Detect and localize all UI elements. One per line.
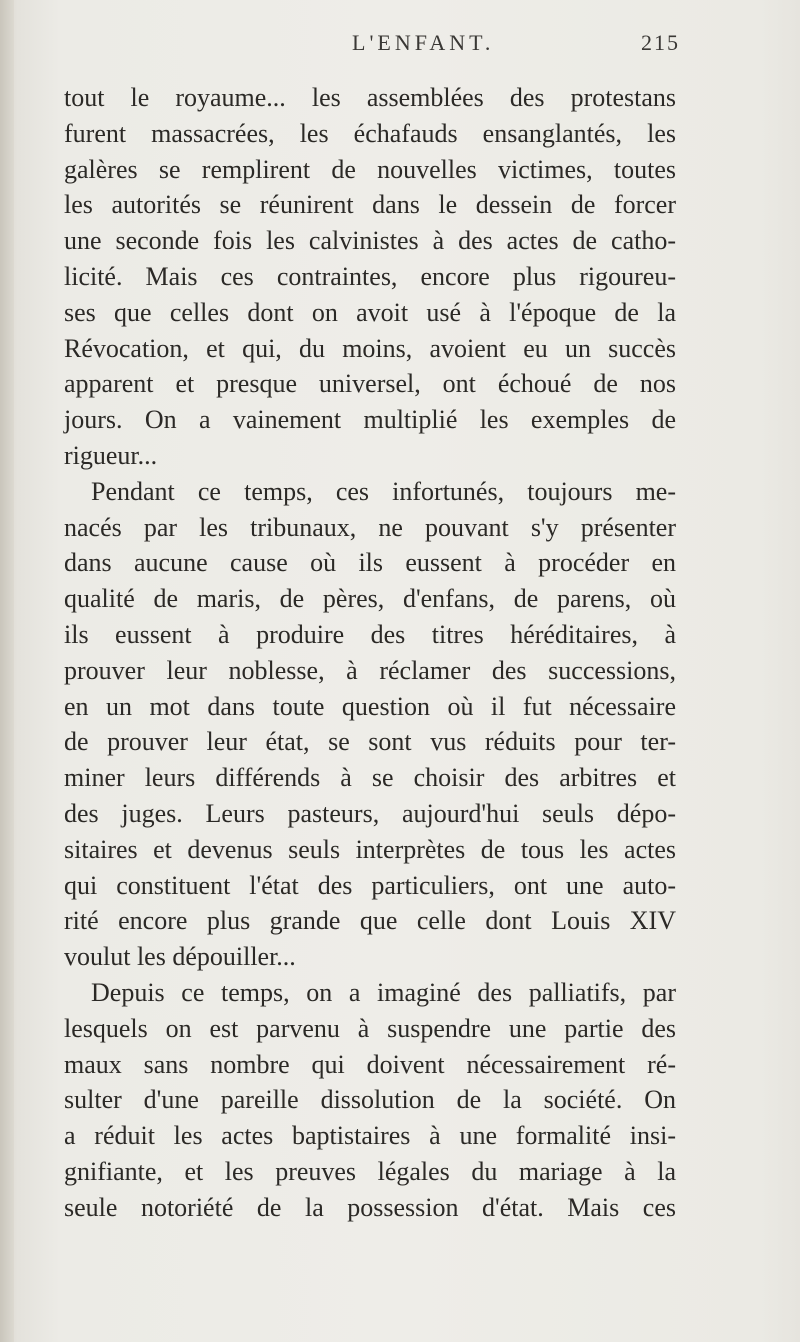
text-line: galères se remplirent de nouvelles victimes, toutes [64, 154, 676, 184]
text-line: qualité de maris, de pères, d'enfans, de parens, où [64, 584, 676, 614]
text-line: les autorités se réunirent dans le dessein de forcer [64, 190, 676, 220]
text-line: Révocation, et qui, du moins, avoient eu un succès [64, 333, 676, 363]
text-line: dans aucune cause où ils eussent à procéder en [64, 548, 676, 578]
text-line: de prouver leur état, se sont vus réduits pour ter- [64, 727, 676, 757]
text-line: des juges. Leurs pasteurs, aujourd'hui seuls dépo- [64, 798, 676, 828]
paragraph-end-line: rigueur... [64, 440, 158, 470]
text-line: sitaires et devenus seuls interprètes de tous les actes [64, 834, 676, 864]
text-line: nacés par les tribunaux, ne pouvant s'y présenter [64, 512, 676, 542]
text-line: licité. Mais ces contraintes, encore plus rigoureu- [64, 261, 676, 291]
text-line: a réduit les actes baptistaires à une formalité insi- [64, 1121, 676, 1151]
page-binding-edge [0, 0, 14, 1342]
paragraph-start-line: Pendant ce temps, ces infortunés, toujours me- [91, 476, 676, 506]
text-line: qui constituent l'état des particuliers, ont une auto- [64, 870, 676, 900]
running-title: L'ENFANT. [352, 30, 495, 55]
running-head [0, 24, 800, 60]
text-line: prouver leur noblesse, à réclamer des successions, [64, 655, 676, 685]
text-line: tout le royaume... les assemblées des protestans [64, 83, 676, 112]
text-line: furent massacrées, les échafauds ensanglantés, les [64, 118, 676, 148]
text-line: maux sans nombre qui doivent nécessairement ré- [64, 1049, 676, 1079]
text-line: lesquels on est parvenu à suspendre une partie des [64, 1013, 676, 1043]
text-line: seule notoriété de la possession d'état. Mais ces [64, 1192, 676, 1222]
text-line: gnifiante, et les preuves légales du mariage à la [64, 1156, 676, 1186]
text-line: sulter d'une pareille dissolution de la société. On [64, 1085, 676, 1115]
paragraph-end-line: voulut les dépouiller... [64, 942, 296, 972]
text-line: en un mot dans toute question où il fut nécessaire [64, 691, 676, 721]
text-line: ils eussent à produire des titres héréditaires, à [64, 619, 676, 649]
text-line: apparent et presque universel, ont échoué de nos [64, 369, 676, 399]
text-line: jours. On a vainement multiplié les exemples de [64, 405, 676, 435]
text-line: une seconde fois les calvinistes à des actes de catho- [64, 226, 676, 256]
text-line: ses que celles dont on avoit usé à l'époque de la [64, 297, 676, 327]
text-line: rité encore plus grande que celle dont Louis XIV [64, 906, 676, 936]
paragraph-start-line: Depuis ce temps, on a imaginé des palliatifs, par [91, 977, 676, 1007]
page-number: 215 [641, 30, 680, 55]
text-line: miner leurs différends à se choisir des arbitres et [64, 763, 676, 793]
body-text [64, 80, 676, 1226]
